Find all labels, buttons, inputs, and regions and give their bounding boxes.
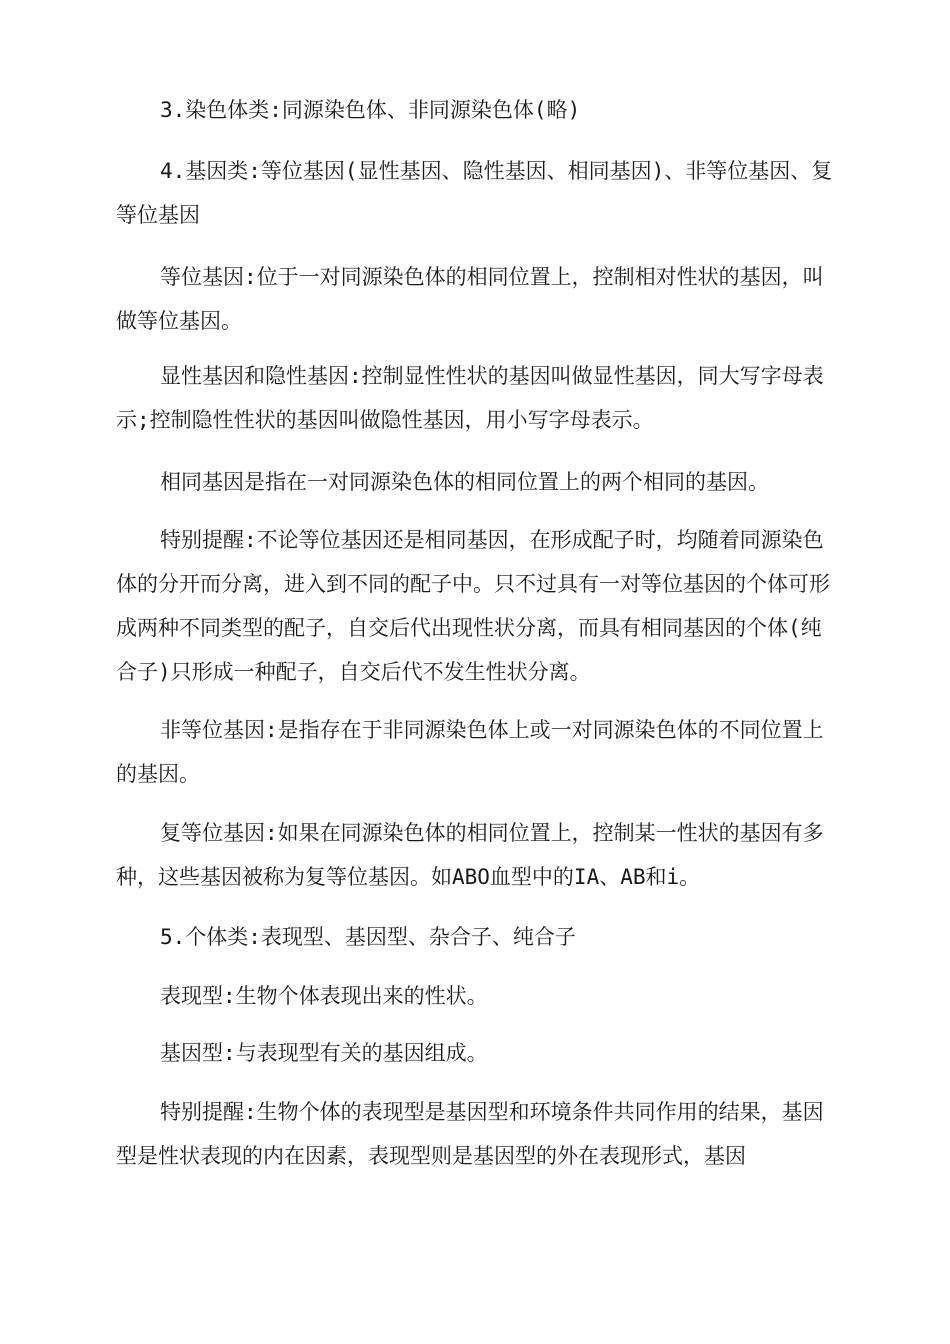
paragraph-genotype: 基因型:与表现型有关的基因组成。	[160, 1041, 488, 1065]
paragraph-gene-types: 4.基因类:等位基因(显性基因、隐性基因、相同基因)、非等位基因、复等位基因	[116, 159, 833, 227]
paragraph-non-allele: 非等位基因:是指存在于非同源染色体上或一对同源染色体的不同位置上的基因。	[116, 718, 824, 786]
paragraph-same-gene: 相同基因是指在一对同源染色体的相同位置上的两个相同的基因。	[160, 470, 769, 494]
paragraph-phenotype: 表现型:生物个体表现出来的性状。	[160, 984, 488, 1008]
paragraph-chromosome-types: 3.染色体类:同源染色体、非同源染色体(略)	[160, 98, 581, 122]
paragraph-individual-types: 5.个体类:表现型、基因型、杂合子、纯合子	[160, 925, 576, 949]
paragraph-special-note-2: 特别提醒:生物个体的表现型是基因型和环境条件共同作用的结果，基因型是性状表现的内在因素，表现型则是基因型的外在表现形式，基因	[116, 1100, 824, 1168]
paragraph-multiple-alleles: 复等位基因:如果在同源染色体的相同位置上，控制某一性状的基因有多种，这些基因被称为复等位基因。如ABO血型中的IA、AB和i。	[116, 821, 824, 889]
paragraph-special-note-1: 特别提醒:不论等位基因还是相同基因，在形成配子时，均随着同源染色体的分开而分离，进入到不同的配子中。只不过具有一对等位基因的个体可形成两种不同类型的配子，自交后代出现性状分离，而具有相同基因的个体(纯合子)只形成一种配子，自交后代不发生性状分离。	[116, 528, 830, 684]
paragraph-dominant-recessive: 显性基因和隐性基因:控制显性性状的基因叫做显性基因，同大写字母表示;控制隐性性状的基因叫做隐性基因，用小写字母表示。	[116, 364, 824, 432]
paragraph-allele-definition: 等位基因:位于一对同源染色体的相同位置上，控制相对性状的基因，叫做等位基因。	[116, 265, 824, 333]
